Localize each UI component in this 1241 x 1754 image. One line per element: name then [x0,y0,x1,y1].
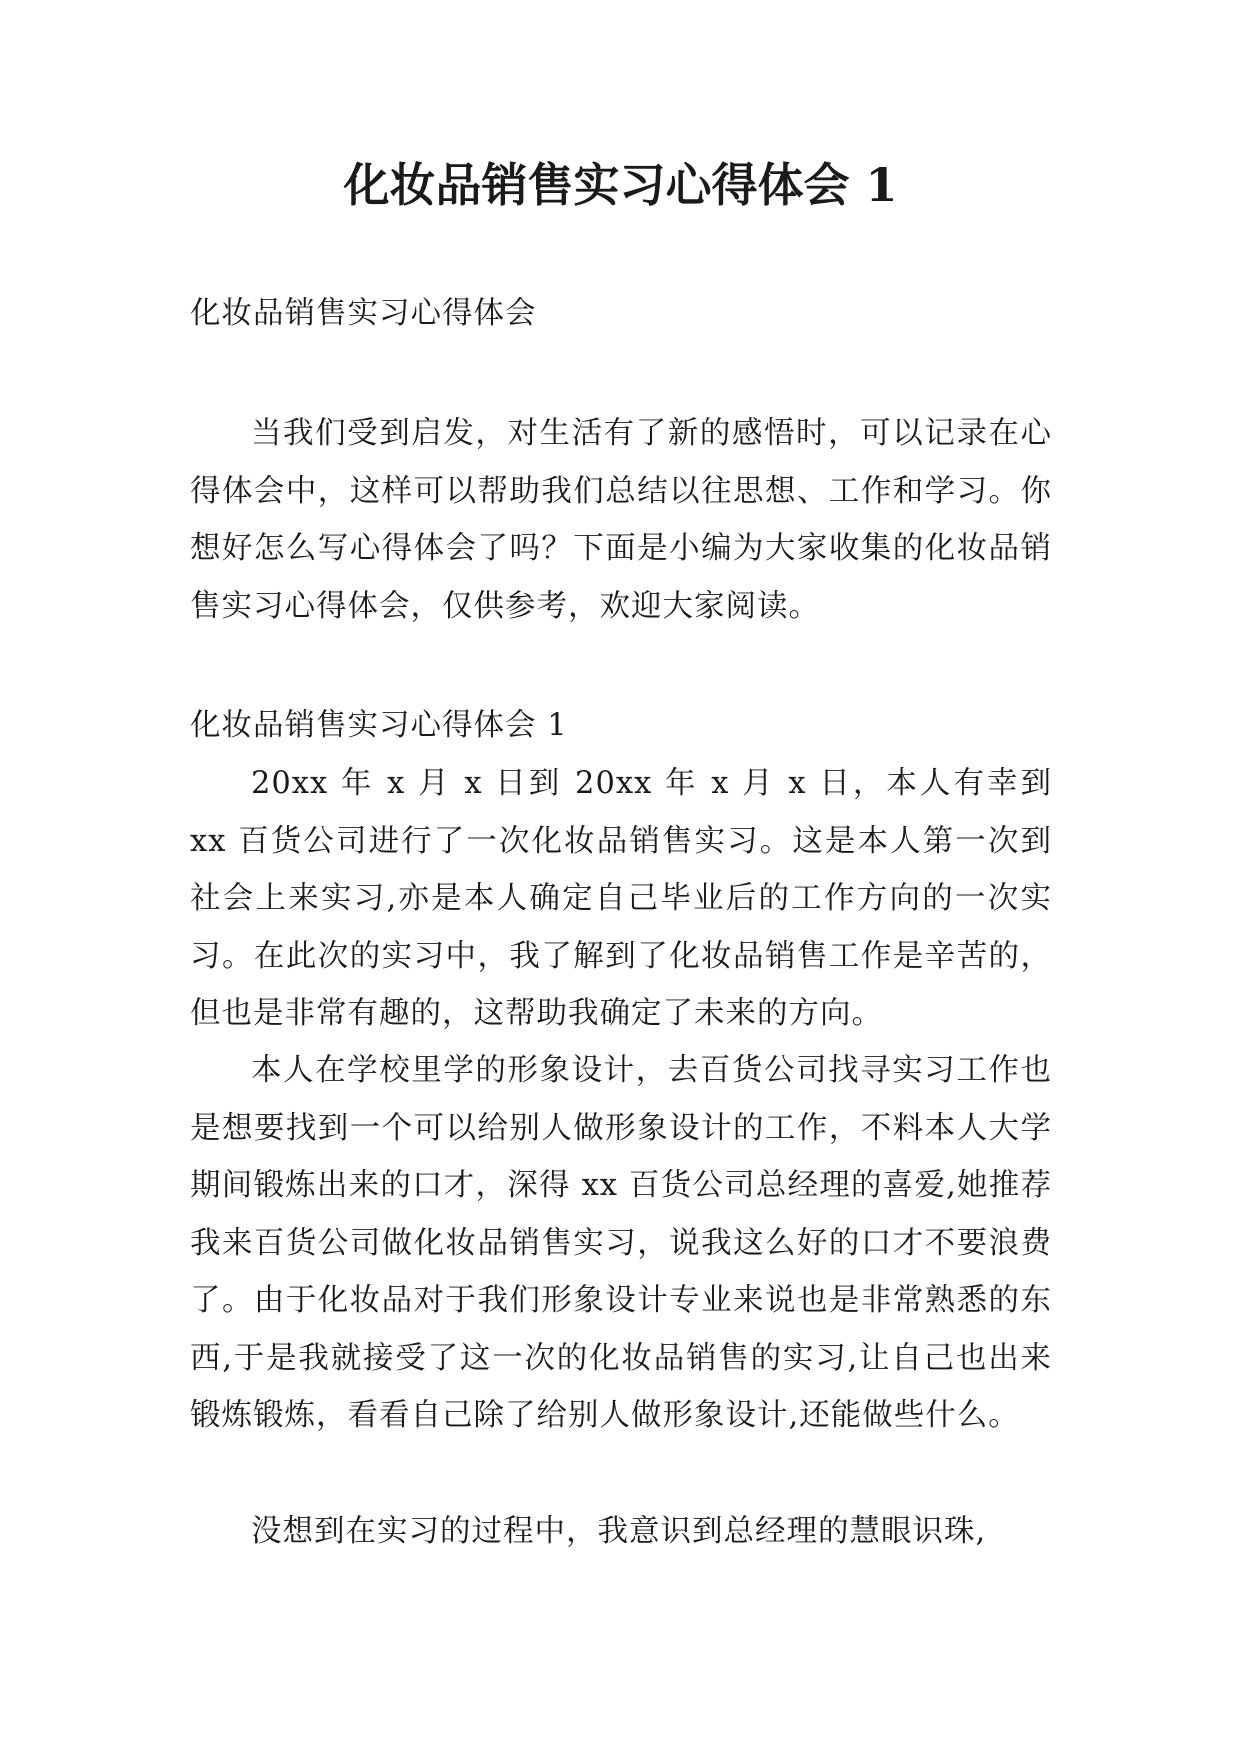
body-paragraph: 本人在学校里学的形象设计，去百货公司找寻实习工作也是想要找到一个可以给别人做形象设计的工作，不料本人大学期间锻炼出来的口才，深得 xx 百货公司总经理的喜爱,她推荐我来百货公司做化妆品销售实习，说我这么好的口才不要浪费了。由于化妆品对于我们形象设计专业来说也是非常熟悉的东西,于是我就接受了这一次的化妆品销售的实习,让自己也出来锻炼锻炼，看看自己除了给别人做形象设计,还能做些什么。 [190,1053,1052,1433]
document-title: 化妆品销售实习心得体会 1 [343,158,898,212]
body-paragraph: 20xx 年 x 月 x 日到 20xx 年 x 月 x 日，本人有幸到 xx 百货公司进行了一次化妆品销售实习。这是本人第一次到社会上来实习,亦是本人确定自己毕业后的工作方向的一次实习。在此次的实习中，我了解到了化妆品销售工作是辛苦的，但也是非常有趣的，这帮助我确定了未来的方向。 [190,766,1052,1031]
document-subtitle: 化妆品销售实习心得体会 [190,296,537,331]
body-paragraph: 没想到在实习的过程中，我意识到总经理的慧眼识珠, [251,1514,987,1549]
section-heading: 化妆品销售实习心得体会 1 [190,708,568,743]
intro-paragraph: 当我们受到启发，对生活有了新的感悟时，可以记录在心得体会中，这样可以帮助我们总结以往思想、工作和学习。你想好怎么写心得体会了吗？下面是小编为大家收集的化妆品销售实习心得体会，仅供参考，欢迎大家阅读。 [190,416,1052,624]
